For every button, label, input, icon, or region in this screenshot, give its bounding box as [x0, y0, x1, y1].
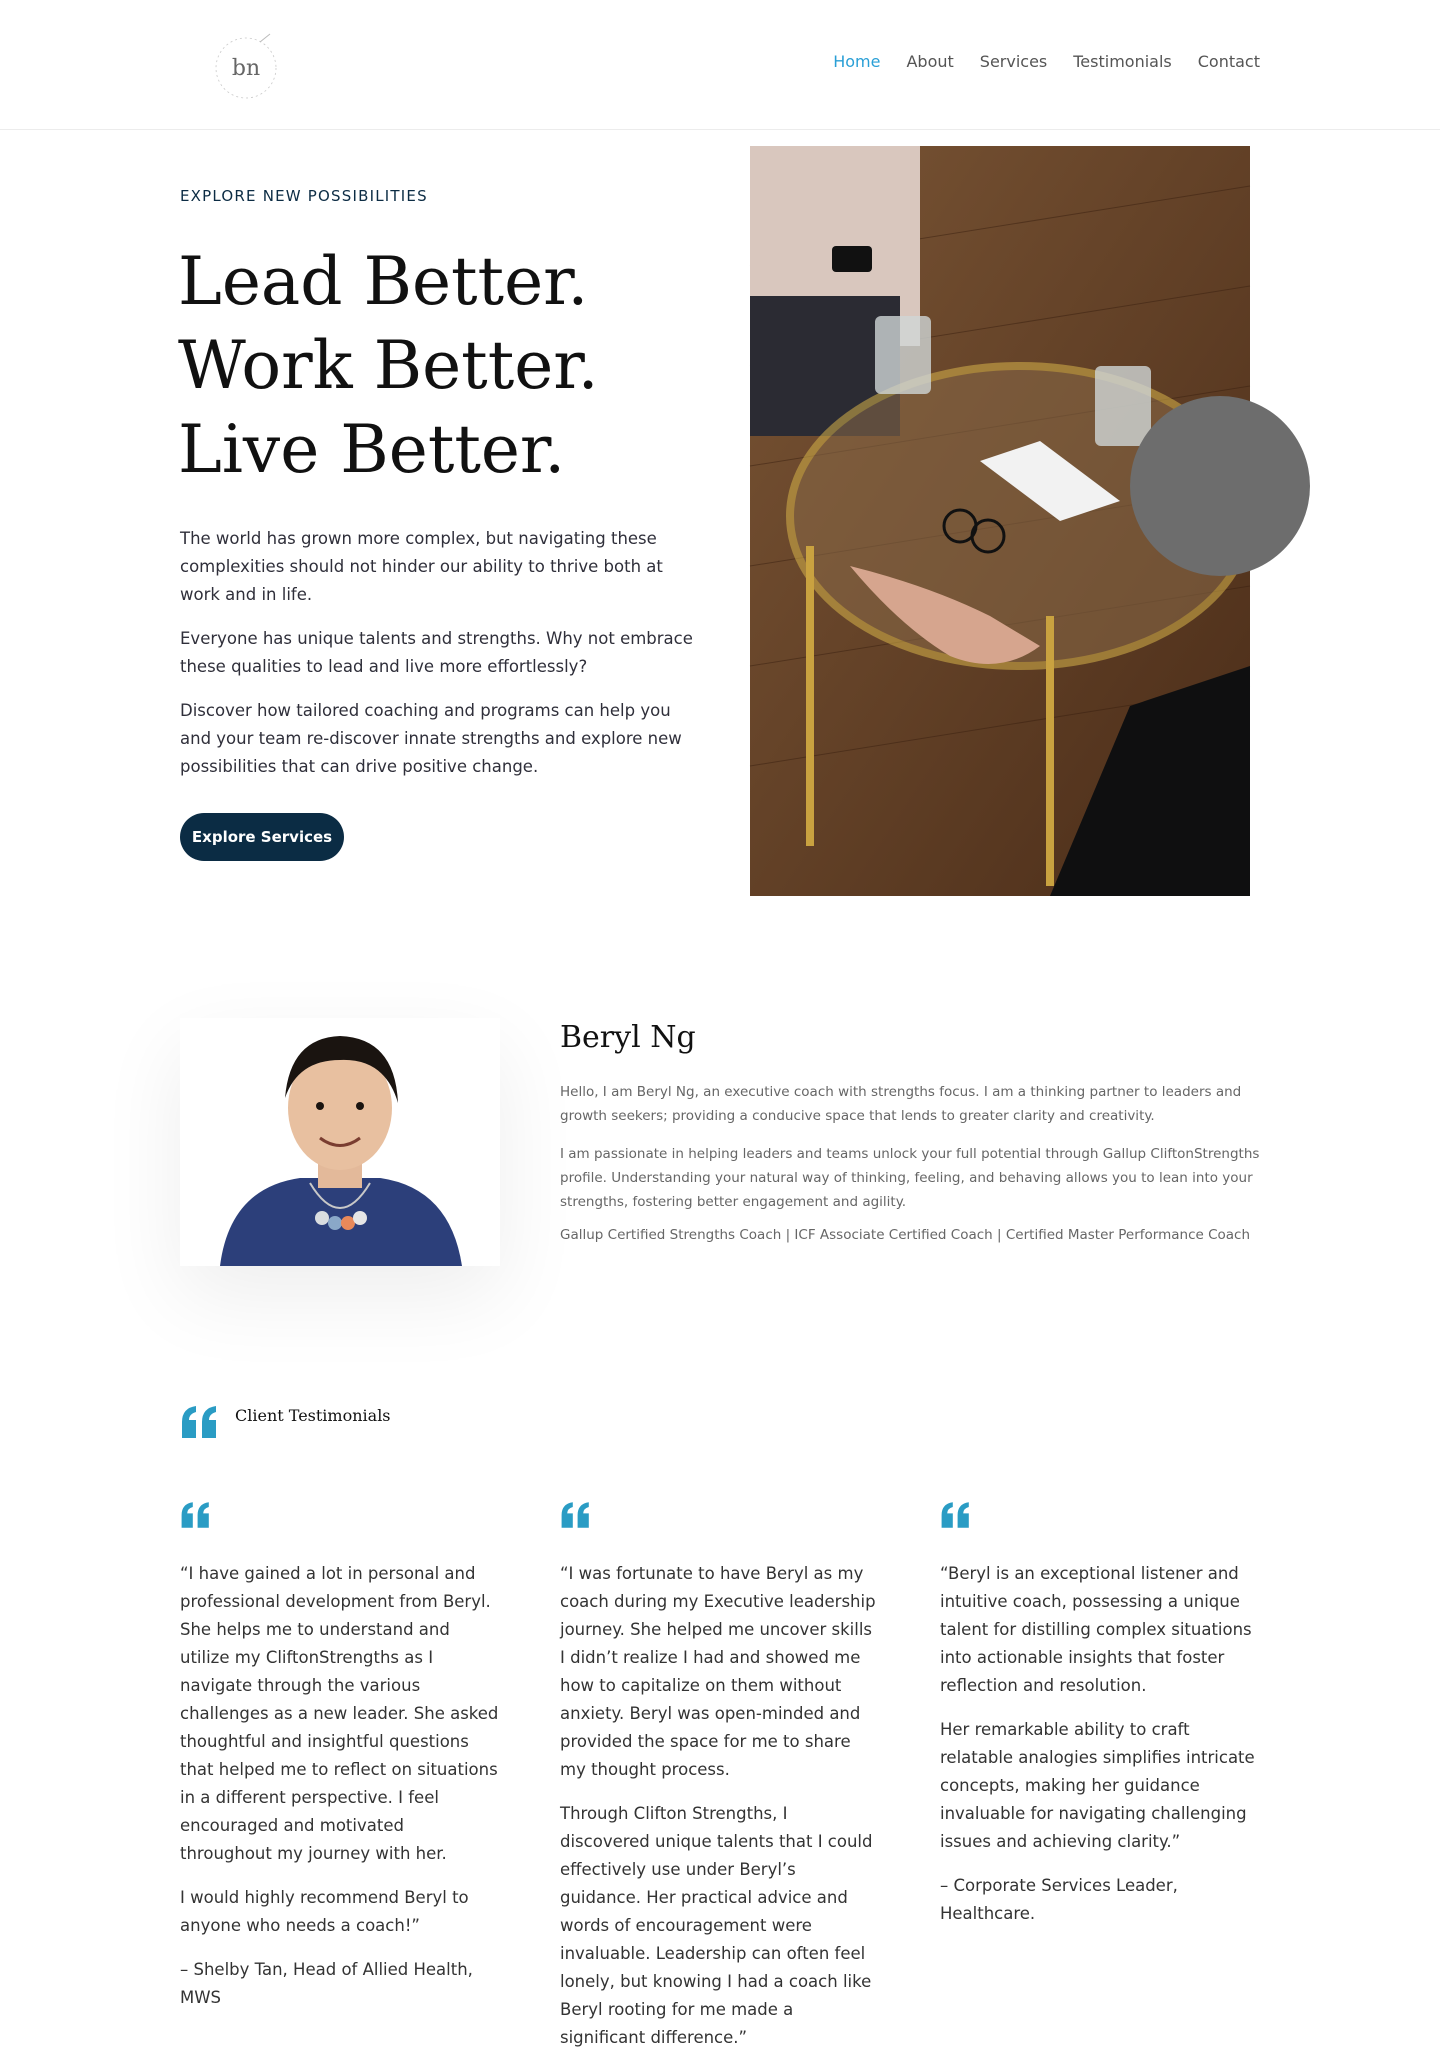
about-body: [560, 1080, 1260, 1228]
nav-services[interactable]: Services: [979, 52, 1048, 71]
explore-services-button[interactable]: Explore Services: [180, 813, 344, 861]
nav-about[interactable]: About: [906, 52, 954, 71]
portrait-card: [180, 1018, 500, 1266]
hero-photo: [750, 146, 1250, 896]
testimonial-paragraph: I would highly recommend Beryl to anyone who needs a coach!”: [180, 1888, 469, 1935]
quote-icon: [180, 1404, 220, 1440]
quote-icon: [180, 1500, 212, 1530]
hero-headline: [178, 240, 599, 492]
hero-paragraph: The world has grown more complex, but navigating these complexities should not hinder our ability to thrive both at work and in life.: [180, 529, 663, 604]
about-name: Beryl Ng: [560, 1020, 696, 1055]
about-paragraph: Hello, I am Beryl Ng, an executive coach with strengths focus. I am a thinking partner to leaders and growth seekers; providing a conducive space that lends to greater clarity and creativity.: [560, 1084, 1242, 1124]
headline-line: Lead Better.: [178, 243, 589, 320]
site-header: [0, 0, 1440, 130]
portrait-photo: [180, 1018, 500, 1266]
testimonial-paragraph: “I have gained a lot in personal and professional development from Beryl. She helps me to understand and utilize my CliftonStrengths as I navigate through the various challenges as a new leader. She asked thoughtful and insightful questions that helped me to reflect on situations in a different perspective. I feel encouraged and motivated throughout my journey with her.: [180, 1564, 499, 1863]
hero-body: [180, 525, 700, 797]
quote-icon: [560, 1500, 592, 1530]
testimonial-paragraph: “I was fortunate to have Beryl as my coach during my Executive leadership journey. She helped me uncover skills I didn’t realize I had and showed me how to capitalize on them without anxiety. Beryl was open-minded and provided the space for me to share my thought process.: [560, 1564, 876, 1779]
hero-paragraph: Discover how tailored coaching and programs can help you and your team re-discover innate strengths and explore new possibilities that can drive positive change.: [180, 701, 682, 776]
testimonial-text: [560, 1560, 880, 2052]
testimonial-paragraph: “Beryl is an exceptional listener and intuitive coach, possessing a unique talent for distilling complex situations into actionable insights that foster reflection and resolution.: [940, 1564, 1252, 1695]
nav-testimonials[interactable]: Testimonials: [1073, 52, 1172, 71]
headline-line: Work Better.: [178, 327, 599, 404]
hero-eyebrow: EXPLORE NEW POSSIBILITIES: [180, 187, 428, 205]
testimonials-heading: Client Testimonials: [235, 1406, 391, 1425]
logo-monogram: bn: [231, 56, 261, 81]
logo-mark: [208, 30, 284, 106]
hero-paragraph: Everyone has unique talents and strengths. Why not embrace these qualities to lead and live more effortlessly?: [180, 629, 693, 676]
quote-icon: [940, 1500, 972, 1530]
main-nav: [833, 52, 1260, 71]
coaching-session-image: [750, 146, 1250, 896]
testimonial-card: [560, 1500, 880, 2068]
testimonial-text: [940, 1560, 1260, 1928]
testimonial-author: – Shelby Tan, Head of Allied Health, MWS: [180, 1960, 473, 2007]
about-paragraph: I am passionate in helping leaders and teams unlock your full potential through Gallup CliftonStrengths profile. Understanding your natural way of thinking, feeling, and behaving allows you to lean into your strengths, fostering better engagement and agility.: [560, 1146, 1260, 1210]
testimonial-card: [180, 1500, 500, 2028]
nav-contact[interactable]: Contact: [1197, 52, 1260, 71]
testimonial-card: [940, 1500, 1260, 1944]
nav-home[interactable]: Home: [833, 52, 881, 71]
testimonial-text: [180, 1560, 500, 2012]
testimonial-author: – Corporate Services Leader, Healthcare.: [940, 1876, 1178, 1923]
testimonial-paragraph: Her remarkable ability to craft relatable analogies simplifies intricate concepts, making her guidance invaluable for navigating challenging issues and achieving clarity.”: [940, 1720, 1255, 1851]
headline-line: Live Better.: [178, 411, 566, 488]
testimonial-paragraph: Through Clifton Strengths, I discovered unique talents that I could effectively use under Beryl’s guidance. Her practical advice and words of encouragement were invaluable. Leadership can often feel lonely, but knowing I had a coach like Beryl rooting for me made a significant difference.”: [560, 1804, 873, 2047]
logo[interactable]: [208, 30, 284, 106]
credentials: Gallup Certified Strengths Coach | ICF Associate Certified Coach | Certified Master Performance Coach: [560, 1227, 1251, 1243]
